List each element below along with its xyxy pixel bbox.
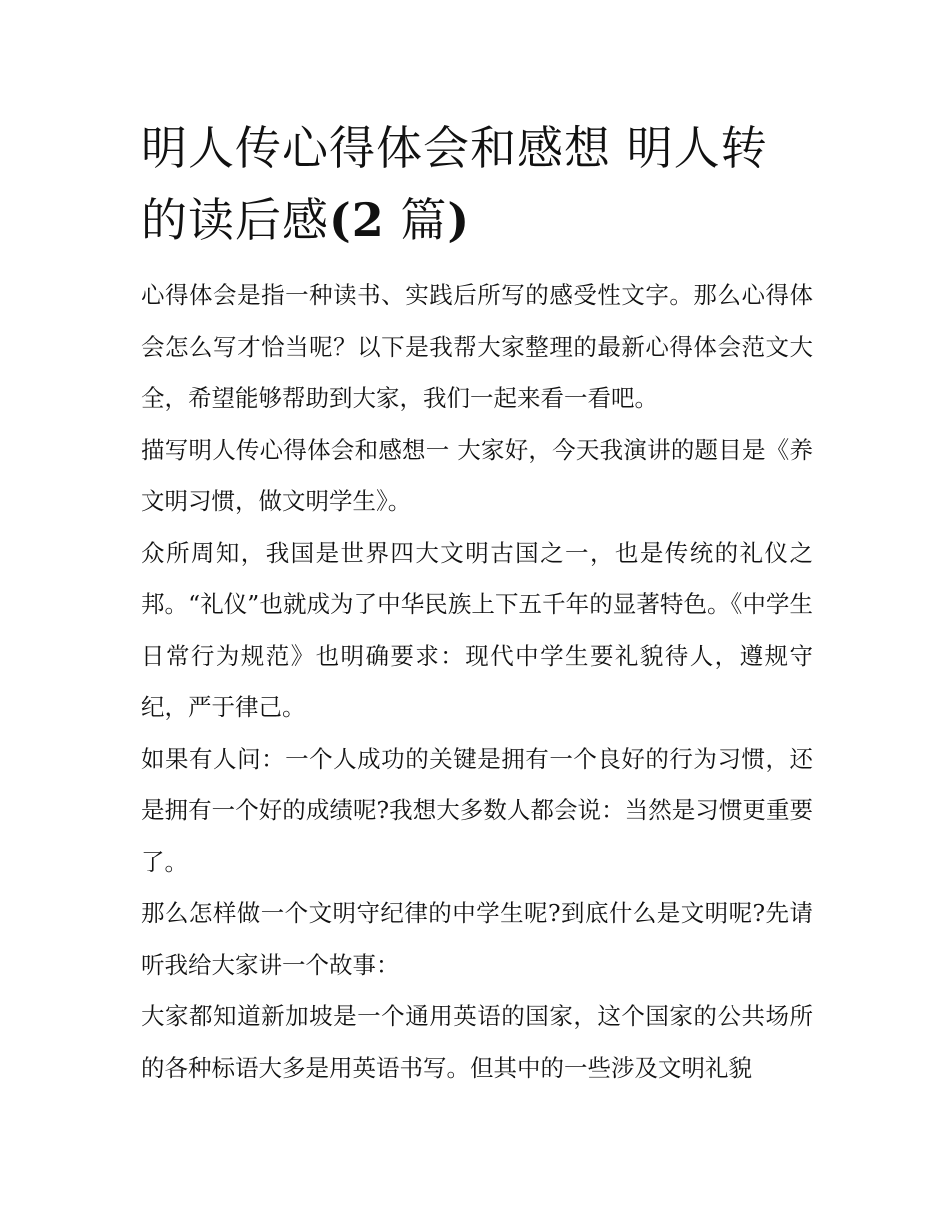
document-title: 明人传心得体会和感想 明人转的读后感(2 篇) <box>141 121 768 247</box>
paragraph-habit-question: 如果有人问：一个人成功的关键是拥有一个良好的行为习惯，还是拥有一个好的成绩呢?我想大多数人都会说：当然是习惯更重要了。 <box>141 744 813 876</box>
document-body <box>141 112 813 1094</box>
paragraph-singapore-story: 大家都知道新加坡是一个通用英语的国家，这个国家的公共场所的各种标语大多是用英语书写。但其中的一些涉及文明礼貌 <box>141 1002 813 1082</box>
title-count: (2 <box>329 193 385 247</box>
paragraph-intro: 心得体会是指一种读书、实践后所写的感受性文字。那么心得体会怎么写才恰当呢？以下是我帮大家整理的最新心得体会范文大全，希望能够帮助到大家，我们一起来看一看吧。 <box>141 281 813 412</box>
paragraph-story-lead: 那么怎样做一个文明守纪律的中学生呢?到底什么是文明呢?先请听我给大家讲一个故事： <box>141 899 813 979</box>
paragraph-speech-opening: 描写明人传心得体会和感想一 大家好，今天我演讲的题目是《养文明习惯，做文明学生》。 <box>141 435 813 515</box>
paragraph-etiquette-tradition: 众所周知，我国是世界四大文明古国之一，也是传统的礼仪之邦。“礼仪”也就成为了中华民族上下五千年的显著特色。《中学生日常行为规范》也明确要求：现代中学生要礼貌待人，遵规守纪，严于律己。 <box>141 538 813 721</box>
